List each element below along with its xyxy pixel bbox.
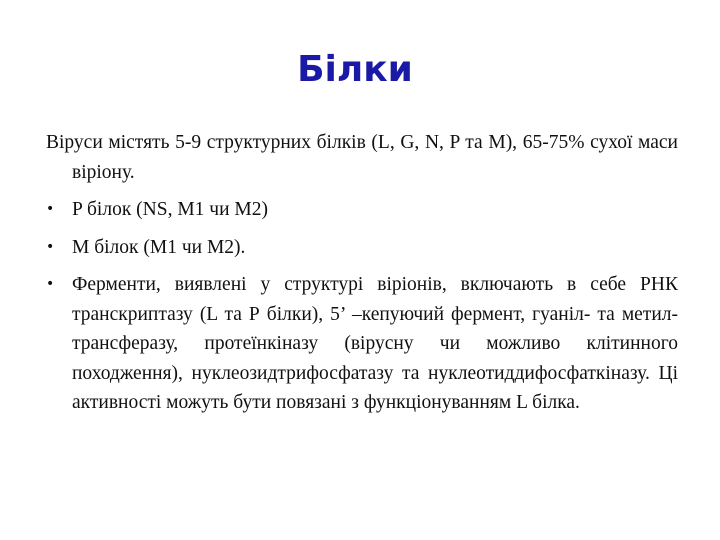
intro-paragraph: Віруси містять 5-9 структурних білків (L, G, N, P та M), 65-75% сухої маси віріону. [46, 132, 678, 183]
bullet-item [46, 233, 678, 263]
bullet-text: M білок (M1 чи M2). [72, 236, 246, 258]
bullet-text: P білок (NS, M1 чи M2) [72, 199, 268, 220]
slide-title: Білки [297, 49, 413, 90]
bullet-icon: • [46, 276, 55, 292]
bullet-item [46, 195, 678, 225]
slide-body [46, 128, 678, 426]
bullet-item [46, 270, 678, 418]
bullet-list [46, 195, 678, 418]
bullet-icon: • [46, 238, 55, 255]
bullet-icon: • [46, 201, 55, 217]
bullet-text: Ферменти, виявлені у структурі віріонів, включають в себе РНК транскриптазу (L та Р білки), 5’ –кепуючий фермент, гуаніл- та метил-трансферазу, протеїнкіназу (вірусну чи можливо клітинного походження), нуклеозидтрифосфатазу та нуклеотиддифосфаткіназу. Ці активності можуть бути повязані з функціонуванням L білка. [72, 274, 678, 413]
